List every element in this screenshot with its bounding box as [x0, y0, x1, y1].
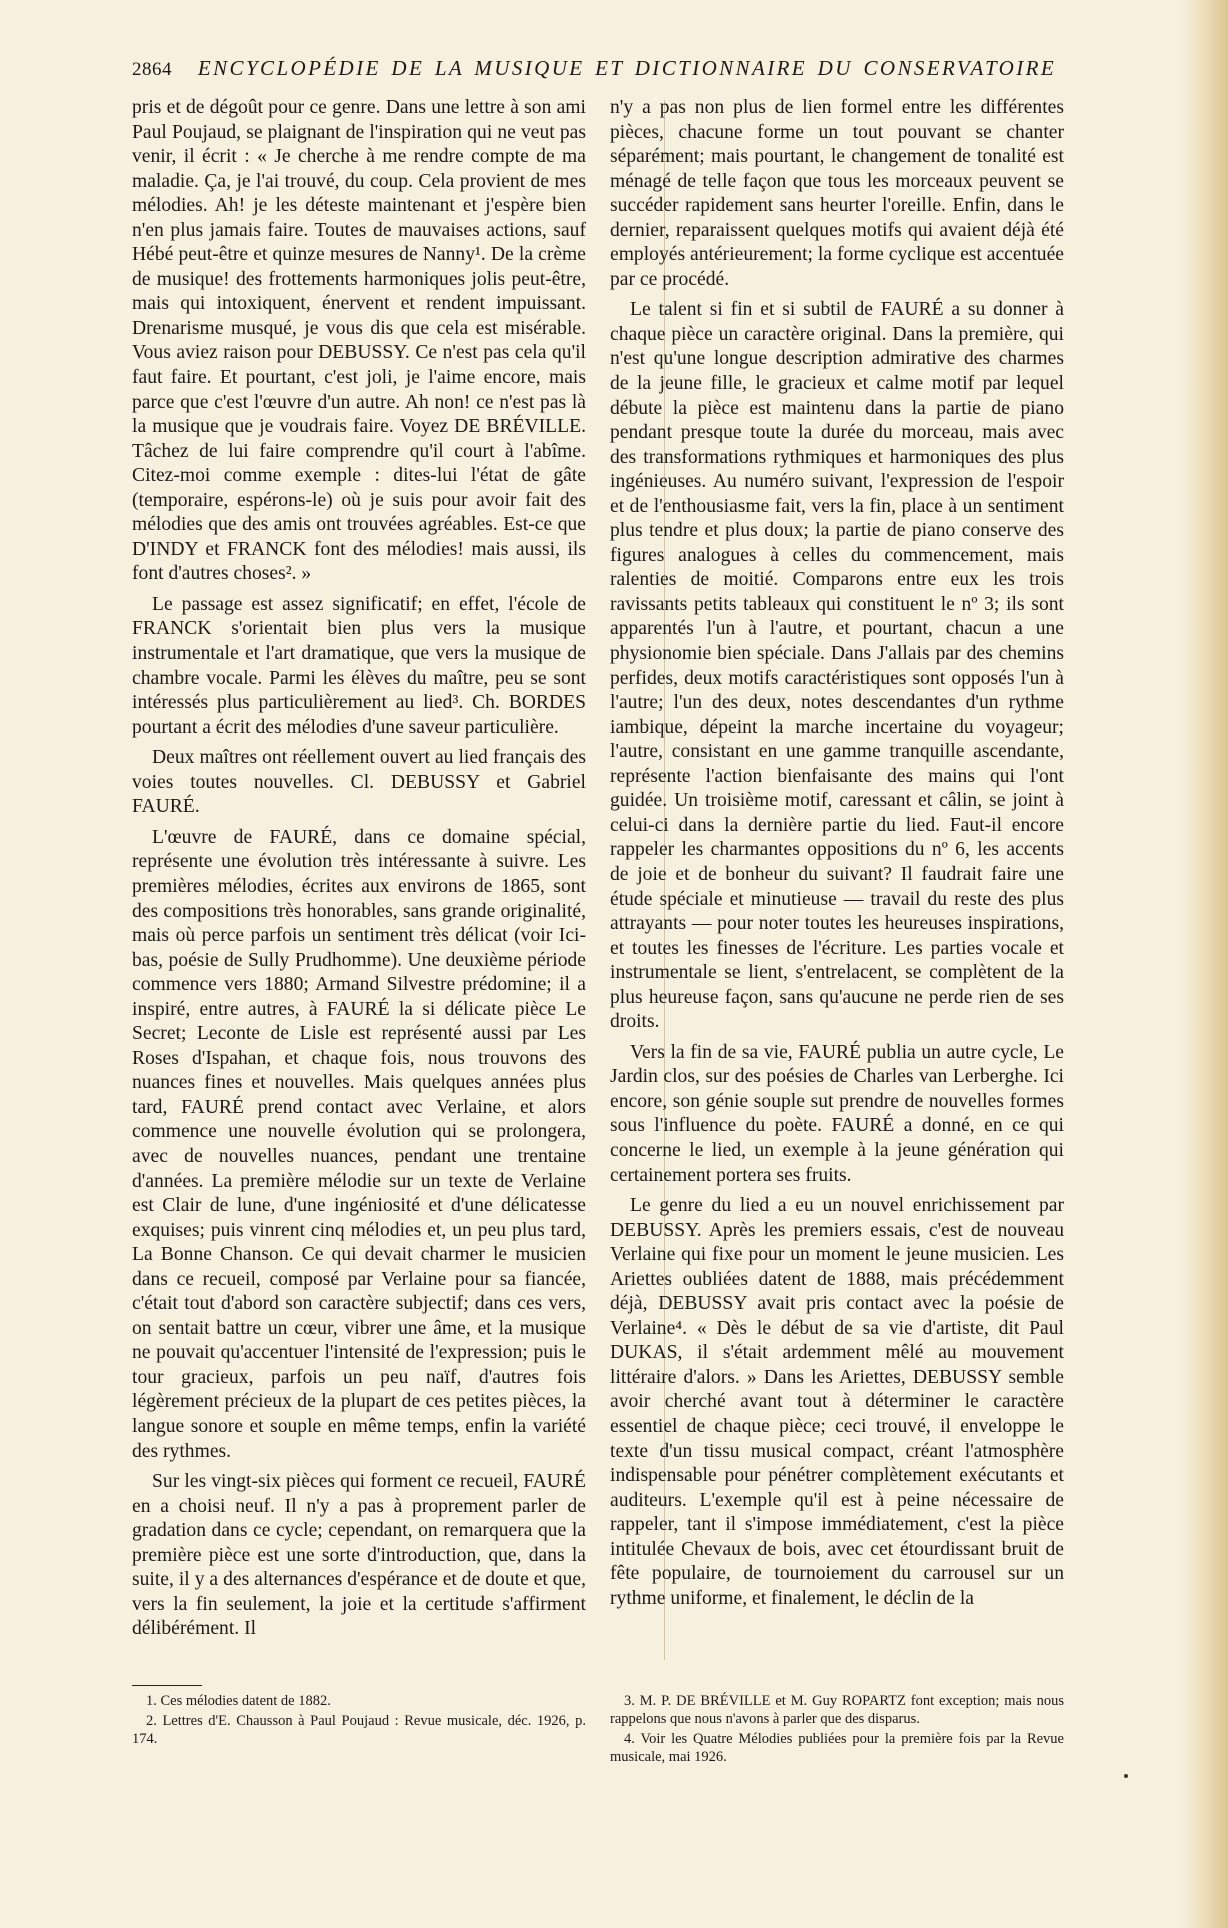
- paragraph: Vers la fin de sa vie, FAURÉ publia un autre cycle, Le Jardin clos, sur des poésies de Charles van Lerberghe. Ici encore, son génie souple sut prendre de nouvelles formes sous l'influence du poète. FAURÉ a donné, en ce qui concerne le lied, un exemple à la jeune génération qui certainement portera ses fruits.: [610, 1041, 1064, 1186]
- paragraph: n'y a pas non plus de lien formel entre les différentes pièces, chacune forme un tout pouvant se chanter séparément; mais pourtant, le changement de tonalité est ménagé de telle façon que tous les morceaux peuvent se succéder rapidement sans heurter l'oreille. Enfin, dans le dernier, reparaissent quelques motifs qui avaient déjà été employés antérieurement; la forme cyclique est accentuée par ce procédé.: [610, 97, 1064, 290]
- footnotes-left: [132, 1685, 586, 1768]
- paragraph: pris et de dégoût pour ce genre. Dans une lettre à son ami Paul Poujaud, se plaignant de l'inspiration qui ne veut pas venir, il écrit : « Je cherche à me rendre compte de ma maladie. Ça, je l'ai trouvé, du coup. Cela provient de mes mélodies. Ah! je les déteste maintenant et j'espère bien n'en plus jamais faire. Toutes de mauvaises actions, sauf Hébé peut-être et quinze mesures de Nanny¹. De la crème de musique! des frottements harmoniques jolis peut-être, mais qui intoxiquent, énervent et rendent impuissant. Drenarisme musqué, je vous dis que cela est misérable. Vous aviez raison pour DEBUSSY. Ce n'est pas cela qu'il faut faire. Et pourtant, c'est joli, je l'aime encore, mais parce que c'est l'œuvre d'un autre. Ah non! ce n'est pas là la musique que je voudrais faire. Voyez DE BRÉVILLE. Tâchez de lui faire comprendre qu'il court à l'abîme. Citez-moi comme exemple : dites-lui l'état de gâte (temporaire, espérons-le) où je suis pour avoir fait des mélodies que des amis ont trouvées agréables. Est-ce que D'INDY et FRANCK font des mélodies! mais aussi, ils font d'autres choses². »: [132, 97, 586, 585]
- paragraph: Le genre du lied a eu un nouvel enrichissement par DEBUSSY. Après les premiers essais, c'est de nouveau Verlaine qui fixe pour un moment le jeune musicien. Les Ariettes oubliées datent de 1888, mais précédemment déjà, DEBUSSY avait pris contact avec la poésie de Verlaine⁴. « Dès le début de sa vie d'artiste, dit Paul DUKAS, il s'était ardemment mêlé au mouvement littéraire d'alors. » Dans les Ariettes, DEBUSSY semble avoir cherché avant tout à déterminer le caractère essentiel de chaque pièce; ceci trouvé, il enveloppe le texte d'un tissu musical compact, créant l'atmosphère indispensable pour pénétrer complètement exécutants et auditeurs. L'exemple qu'il est à peine nécessaire de rappeler, tant il s'impose immédiatement, c'est la pièce intitulée Chevaux de bois, avec cet étourdissant bruit de fête populaire, de tournoiement du carrousel sur un rythme uniforme, et finalement, le déclin de la: [610, 1195, 1064, 1609]
- page-number: 2864: [132, 59, 172, 80]
- body-columns: [132, 96, 1064, 1671]
- footnote: 1. Ces mélodies datent de 1882.: [146, 1693, 331, 1709]
- paragraph: Le talent si fin et si subtil de FAURÉ a su donner à chaque pièce un caractère original. Dans la première, qui n'est qu'une longue description admirative des charmes de la jeune fille, le gracieux et calme motif par lequel débute la pièce est maintenu dans la partie de piano pendant presque toute la durée du morceau, mais avec des transformations rythmiques et harmoniques des plus ingénieuses. Au numéro suivant, l'expression de l'espoir et de l'enthousiasme fait, vers la fin, place à un sentiment plus tendre et plus doux; la partie de piano conserve des figures analogues à celles du commencement, mais ralenties de moitié. Comparons entre eux les trois ravissants petits tableaux qui constituent le nº 3; ils sont apparentés l'un à l'autre, et pourtant, chacun a une physionomie bien spéciale. Dans J'allais par des chemins perfides, deux motifs caractéristiques sont opposés l'un à l'autre; l'un des deux, notes descendantes d'un rythme iambique, dépeint la marche incertaine du voyageur; l'autre, consistant en une gamme tranquille ascendante, représente l'action bienfaisante des mains qui l'ont guidée. Un troisième motif, caressant et câlin, se joint à celui-ci dans la dernière partie du lied. Faut-il encore rappeler les charmantes oppositions du nº 6, les accents de joie et de bonheur du suivant? Il faudrait faire une étude spéciale et minutieuse — travail du reste des plus attrayants — pour noter toutes les heureuses inspirations, et toutes les finesses de l'écriture. Les parties vocale et instrumentale se lient, s'entrelacent, se complètent de la plus heureuse façon, sans qu'aucune ne perde rien de ses droits.: [610, 299, 1064, 1033]
- footnote: 3. M. P. DE BRÉVILLE et M. Guy ROPARTZ font exception; mais nous rappelons que nous n'avons à parler que des disparus.: [610, 1693, 1064, 1727]
- paragraph: Sur les vingt-six pièces qui forment ce recueil, FAURÉ en a choisi neuf. Il n'y a pas à proprement parler de gradation dans ce cycle; cependant, on remarquera que la première pièce est une sorte d'introduction, que, dans la suite, il y a des alternances d'espérance et de doute et que, vers la fin seulement, la joie et la certitude s'affirment délibérément. Il: [132, 1471, 586, 1640]
- footnote-rule: [132, 1685, 202, 1686]
- paragraph: Le passage est assez significatif; en effet, l'école de FRANCK s'orientait bien plus vers la musique instrumentale et l'art dramatique, que vers la musique de chambre vocale. Parmi les élèves du maître, peu se sont intéressés plus particulièrement au lied³. Ch. BORDES pourtant a écrit des mélodies d'une saveur particulière.: [132, 593, 586, 738]
- paragraph: L'œuvre de FAURÉ, dans ce domaine spécial, représente une évolution très intéressante à suivre. Les premières mélodies, écrites aux environs de 1865, sont des compositions très honorables, sans grande originalité, mais où perce parfois un sentiment très délicat (voir Ici-bas, poésie de Sully Prudhomme). Une deuxième période commence vers 1880; Armand Silvestre prédomine; il a inspiré, entre autres, à FAURÉ la si délicate pièce Le Secret; Leconte de Lisle est représenté aussi par Les Roses d'Ispahan, et chaque fois, nous trouvons des nuances fines et nouvelles. Mais quelques années plus tard, FAURÉ prend contact avec Verlaine, et alors commence une nouvelle évolution qui se prolongera, avec de nouvelles nuances, pendant une trentaine d'années. La première mélodie sur un texte de Verlaine est Clair de lune, d'une ingéniosité et d'une délicatesse exquises; puis vinrent cinq mélodies et, un peu plus tard, La Bonne Chanson. Ce qui devait charmer le musicien dans ce recueil, composé par Verlaine pour sa fiancée, c'était tout d'abord son caractère subjectif; dans ces vers, on sentait battre un cœur, vibrer une âme, et la musique ne pouvait qu'accentuer l'intensité de l'expression; puis le tour gracieux, parfois un peu naïf, d'autres fois légèrement précieux de la plupart de ces petites pièces, la langue sonore et souple en même temps, enfin la variété des rythmes.: [132, 826, 586, 1462]
- page-header: [132, 56, 1064, 86]
- left-column: [132, 96, 586, 1671]
- footnotes-right: [610, 1685, 1064, 1768]
- footnotes: [132, 1685, 1064, 1768]
- running-title: ENCYCLOPÉDIE DE LA MUSIQUE ET DICTIONNAIRE DU CONSERVATOIRE: [197, 56, 1057, 80]
- footnote: 4. Voir les Quatre Mélodies publiées pour la première fois par la Revue musicale, mai 1926.: [610, 1731, 1064, 1765]
- ink-dot: [1124, 1774, 1128, 1778]
- right-column: [610, 96, 1064, 1671]
- page-edge-shadow: [1180, 0, 1228, 1928]
- footnote: 2. Lettres d'E. Chausson à Paul Poujaud : Revue musicale, déc. 1926, p. 174.: [132, 1713, 586, 1747]
- paragraph: Deux maîtres ont réellement ouvert au lied français des voies toutes nouvelles. Cl. DEBUSSY et Gabriel FAURÉ.: [132, 747, 586, 818]
